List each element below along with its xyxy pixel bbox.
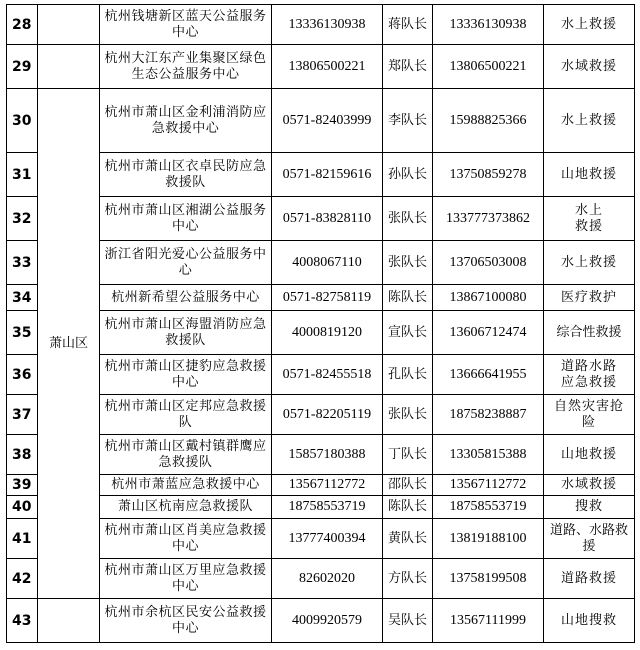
row-number: 37 (7, 395, 38, 435)
table-row (7, 599, 635, 643)
row-number: 32 (7, 197, 38, 241)
leader-name: 宣队长 (383, 311, 433, 355)
row-number: 38 (7, 435, 38, 475)
table-row (7, 311, 635, 355)
leader-mobile: 13666641955 (433, 355, 544, 395)
row-number: 40 (7, 496, 38, 519)
leader-mobile: 13867100080 (433, 285, 544, 311)
row-number: 33 (7, 241, 38, 285)
leader-mobile: 13567112772 (433, 475, 544, 496)
table-row (7, 197, 635, 241)
org-phone: 0571-82159616 (272, 153, 383, 197)
org-phone: 4000819120 (272, 311, 383, 355)
area-cell-empty (38, 5, 100, 45)
org-phone: 15857180388 (272, 435, 383, 475)
org-phone: 4009920579 (272, 599, 383, 643)
org-phone: 13336130938 (272, 5, 383, 45)
org-name: 杭州市萧山区肖美应急救援中心 (104, 522, 267, 554)
leader-name: 邵队长 (383, 475, 433, 496)
rescue-type: 山地搜救 (560, 612, 617, 628)
table-row (7, 45, 635, 89)
leader-mobile: 13305815388 (433, 435, 544, 475)
org-phone: 0571-82455518 (272, 355, 383, 395)
leader-mobile: 18758553719 (433, 496, 544, 519)
row-number: 43 (7, 599, 38, 643)
leader-name: 陈队长 (383, 285, 433, 311)
leader-name: 陈队长 (383, 496, 433, 519)
row-number: 39 (7, 475, 38, 496)
org-name: 杭州市萧山区海盟消防应急救援队 (104, 316, 267, 348)
rescue-type: 水上救援 (560, 16, 617, 32)
org-name: 杭州市萧山区金利浦消防应急救援中心 (104, 104, 267, 136)
org-name: 萧山区杭南应急救援队 (117, 499, 253, 514)
leader-name: 蒋队长 (383, 5, 433, 45)
row-number: 31 (7, 153, 38, 197)
leader-name: 张队长 (383, 395, 433, 435)
org-phone: 13777400394 (272, 519, 383, 559)
rescue-type: 山地救援 (560, 446, 617, 462)
leader-name: 张队长 (383, 197, 433, 241)
area-cell-xiaoshan: 萧山区 (38, 89, 100, 599)
rescue-type: 搜救 (574, 499, 603, 514)
leader-name: 李队长 (383, 89, 433, 153)
org-phone: 13806500221 (272, 45, 383, 89)
leader-mobile: 13336130938 (433, 5, 544, 45)
org-phone: 18758553719 (272, 496, 383, 519)
leader-mobile: 133777373862 (433, 197, 544, 241)
org-name: 杭州市萧山区万里应急救援中心 (104, 562, 267, 594)
leader-name: 张队长 (383, 241, 433, 285)
row-number: 35 (7, 311, 38, 355)
leader-mobile: 15988825366 (433, 89, 544, 153)
rescue-type: 道路水路应急救援 (561, 358, 618, 390)
leader-name: 郑队长 (383, 45, 433, 89)
leader-mobile: 13819188100 (433, 519, 544, 559)
rescue-team-table-page (6, 4, 634, 643)
rescue-type: 道路救援 (560, 570, 617, 586)
org-name: 杭州市萧蓝应急救援中心 (111, 477, 260, 492)
org-phone: 82602020 (272, 559, 383, 599)
leader-name: 吴队长 (383, 599, 433, 643)
row-number: 28 (7, 5, 38, 45)
org-name: 杭州大江东产业集聚区绿色生态公益服务中心 (104, 50, 267, 82)
org-name: 杭州钱塘新区蓝天公益服务中心 (104, 8, 267, 40)
org-name: 浙江省阳光爱心公益服务中心 (104, 246, 267, 278)
row-number: 34 (7, 285, 38, 311)
rescue-type: 水上救援 (560, 254, 617, 270)
leader-mobile: 13606712474 (433, 311, 544, 355)
leader-mobile: 13806500221 (433, 45, 544, 89)
rescue-type: 医疗救护 (560, 289, 617, 305)
row-number: 41 (7, 519, 38, 559)
leader-mobile: 13706503008 (433, 241, 544, 285)
leader-mobile: 13750859278 (433, 153, 544, 197)
table-row (7, 5, 635, 45)
org-name: 杭州市萧山区定邦应急救援队 (104, 398, 267, 430)
area-cell-empty (38, 45, 100, 89)
org-name: 杭州市余杭区民安公益救援中心 (104, 604, 267, 636)
leader-mobile: 13567111999 (433, 599, 544, 643)
leader-mobile: 13758199508 (433, 559, 544, 599)
org-name: 杭州市萧山区捷豹应急救援中心 (104, 358, 267, 390)
table-row (7, 89, 635, 153)
table-row (7, 519, 635, 559)
org-phone: 0571-82205119 (272, 395, 383, 435)
rescue-type: 水上救援 (560, 112, 617, 128)
table-row (7, 355, 635, 395)
rescue-type: 综合性救援 (556, 324, 622, 340)
leader-mobile: 18758238887 (433, 395, 544, 435)
table-row (7, 285, 635, 311)
rescue-type: 自然灾害抢险 (553, 398, 624, 430)
table-row (7, 475, 635, 496)
leader-name: 丁队长 (383, 435, 433, 475)
table-row (7, 435, 635, 475)
rescue-type: 水上救援 (574, 202, 603, 234)
org-name: 杭州市萧山区戴村镇群鹰应急救援队 (104, 438, 267, 470)
row-number: 42 (7, 559, 38, 599)
area-cell-empty (38, 599, 100, 643)
table-row (7, 395, 635, 435)
table-row (7, 496, 635, 519)
org-phone: 0571-82403999 (272, 89, 383, 153)
org-phone: 4008067110 (272, 241, 383, 285)
org-name: 杭州新希望公益服务中心 (111, 289, 260, 305)
row-number: 36 (7, 355, 38, 395)
row-number: 30 (7, 89, 38, 153)
row-number: 29 (7, 45, 38, 89)
org-phone: 0571-83828110 (272, 197, 383, 241)
leader-name: 孙队长 (383, 153, 433, 197)
org-phone: 13567112772 (272, 475, 383, 496)
rescue-type: 山地救援 (560, 166, 617, 182)
leader-name: 方队长 (383, 559, 433, 599)
rescue-team-table (6, 4, 635, 643)
rescue-type: 道路、水路救援 (549, 522, 628, 554)
table-row (7, 241, 635, 285)
table-row (7, 153, 635, 197)
leader-name: 孔队长 (383, 355, 433, 395)
leader-name: 黄队长 (383, 519, 433, 559)
org-name: 杭州市萧山区衣卓民防应急救援队 (104, 158, 267, 190)
rescue-type: 水域救援 (560, 477, 617, 492)
org-name: 杭州市萧山区湘湖公益服务中心 (104, 202, 267, 234)
rescue-type: 水域救援 (560, 58, 617, 74)
table-row (7, 559, 635, 599)
org-phone: 0571-82758119 (272, 285, 383, 311)
